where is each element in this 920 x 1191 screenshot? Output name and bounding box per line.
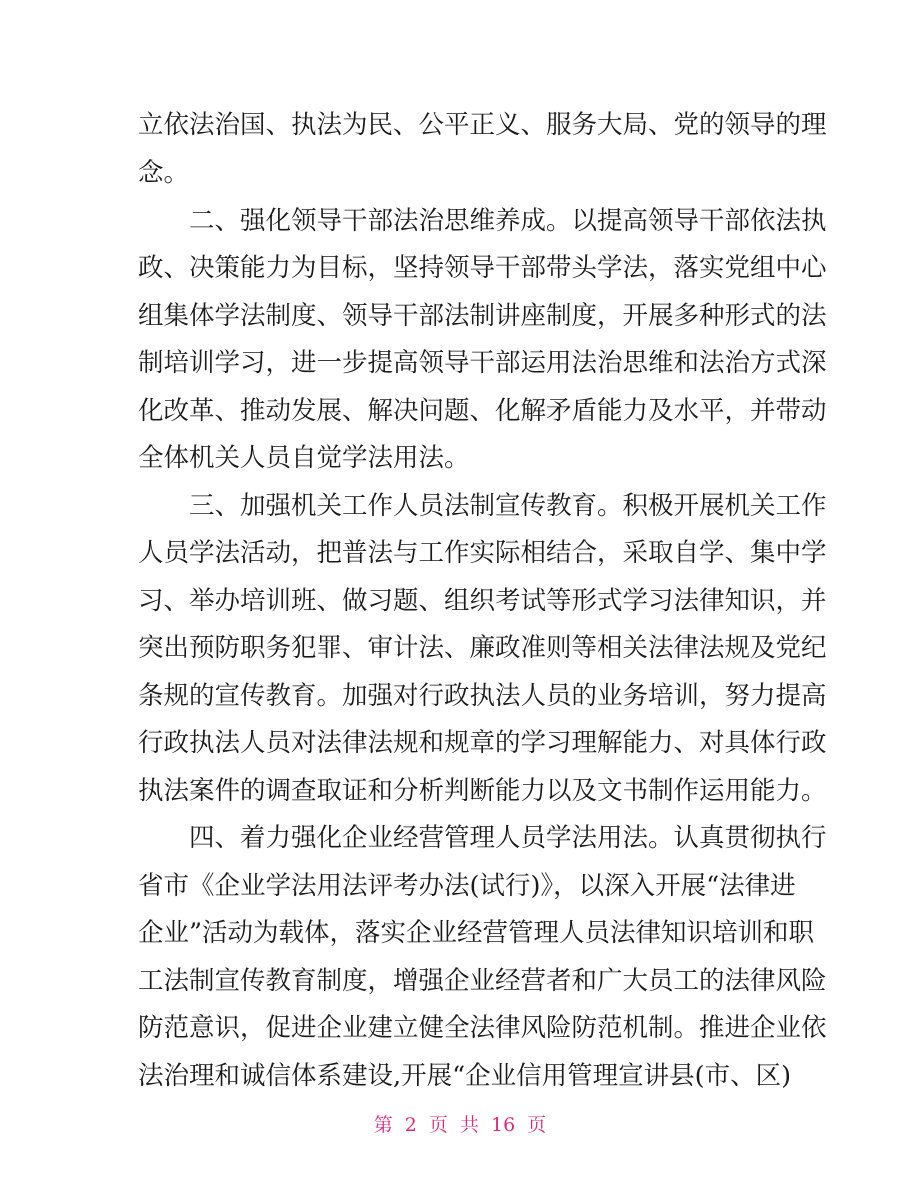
page-number-footer: 第 2 页 共 16 页 bbox=[373, 1114, 547, 1136]
text-line: 工法制宣传教育制度，增强企业经营者和广大员工的法律风险 bbox=[138, 966, 827, 996]
text-line: 念。 bbox=[138, 158, 190, 188]
text-line: 四、着力强化企业经营管理人员学法用法。认真贯彻执行 bbox=[138, 823, 827, 853]
text-line: 突出预防职务犯罪、审计法、廉政准则等相关法律法规及党纪 bbox=[138, 633, 827, 663]
text-line: 三、加强机关工作人员法制宣传教育。积极开展机关工作 bbox=[138, 491, 827, 521]
text-line: 执法案件的调查取证和分析判断能力以及文书制作运用能力。 bbox=[138, 776, 827, 806]
text-line: 人员学法活动，把普法与工作实际相结合，采取自学、集中学 bbox=[138, 538, 827, 568]
text-line: 制培训学习，进一步提高领导干部运用法治思维和法治方式深 bbox=[138, 348, 827, 378]
text-line: 企业”活动为载体，落实企业经营管理人员法律知识培训和职 bbox=[138, 918, 815, 948]
text-line: 行政执法人员对法律法规和规章的学习理解能力、对具体行政 bbox=[138, 728, 827, 758]
text-line: 全体机关人员自觉学法用法。 bbox=[138, 443, 470, 473]
text-line: 立依法治国、执法为民、公平正义、服务大局、党的领导的理 bbox=[138, 110, 827, 140]
text-line: 化改革、推动发展、解决问题、化解矛盾能力及水平，并带动 bbox=[138, 396, 827, 426]
text-line: 省市《企业学法用法评考办法(试行)》，以深入开展“法律进 bbox=[138, 871, 796, 901]
text-line: 条规的宣传教育。加强对行政执法人员的业务培训，努力提高 bbox=[138, 681, 827, 711]
text-line: 政、决策能力为目标，坚持领导干部带头学法，落实党组中心 bbox=[138, 253, 827, 283]
text-line: 二、强化领导干部法治思维养成。以提高领导干部依法执 bbox=[138, 206, 827, 236]
text-line: 习、举办培训班、做习题、组织考试等形式学习法律知识，并 bbox=[138, 586, 827, 616]
text-line: 防范意识，促进企业建立健全法律风险防范机制。推进企业依 bbox=[138, 1013, 827, 1043]
text-line: 法治理和诚信体系建设,开展“企业信用管理宣讲县(市、区) bbox=[138, 1061, 792, 1091]
text-line: 组集体学法制度、领导干部法制讲座制度，开展多种形式的法 bbox=[138, 301, 827, 331]
